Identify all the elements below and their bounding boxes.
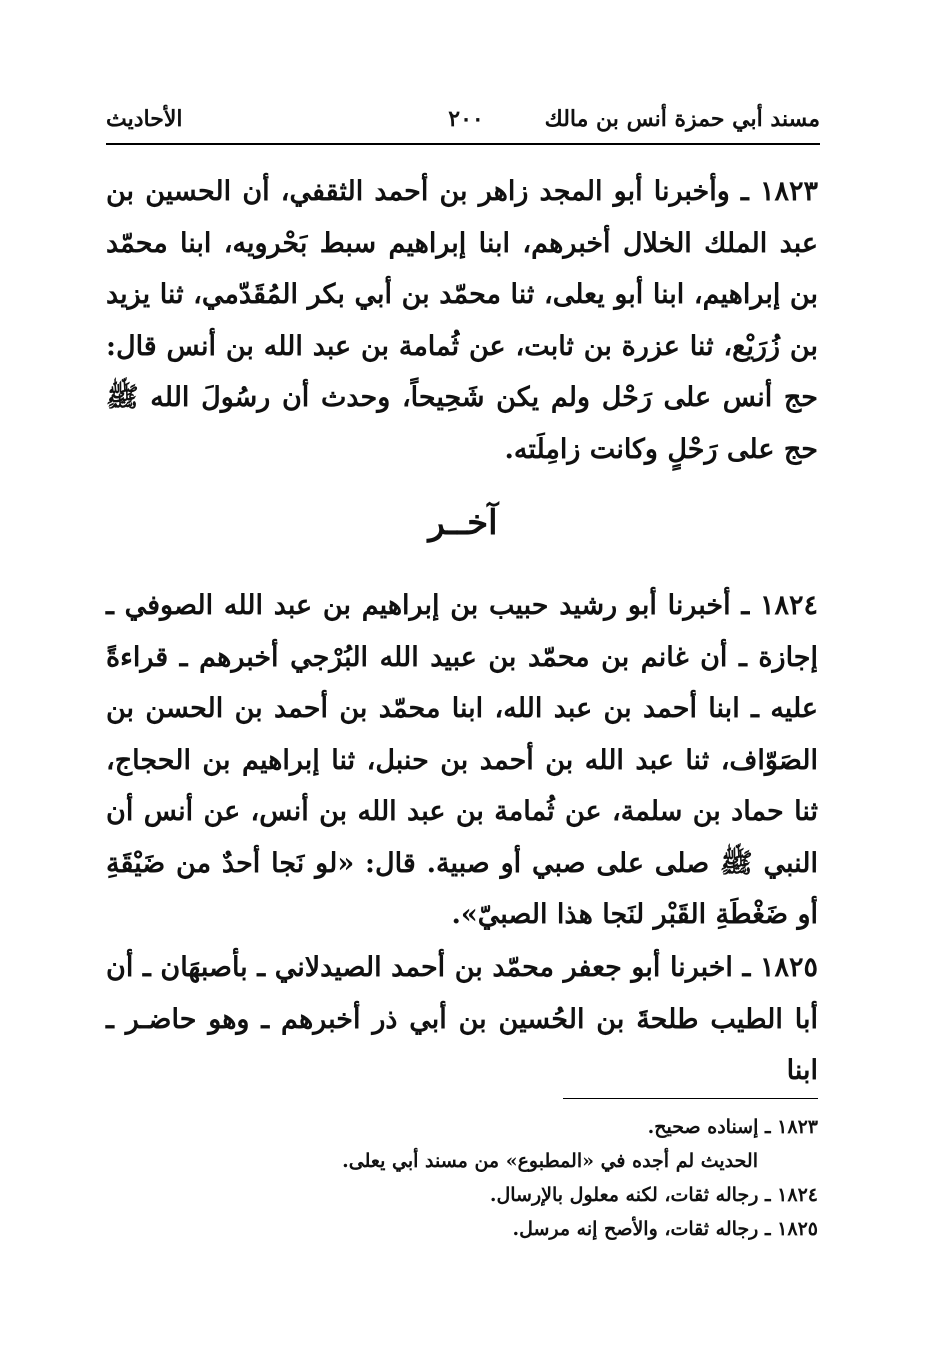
running-header [106, 100, 820, 140]
footnotes [300, 1110, 818, 1246]
page-number: ٢٠٠ [448, 106, 484, 132]
footnote-1823: ١٨٢٣ ـ إسناده صحيح. [647, 1116, 818, 1138]
footnote-1825: ١٨٢٥ ـ رجاله ثقات، والأصح إنه مرسل. [512, 1218, 818, 1240]
hadith-1824: ١٨٢٤ ـ أخبرنا أبو رشيد حبيب بن إبراهيم بن عبد الله الصوفي ـ إجازة ـ أن غانم بن محمّد بن عبيد الله البُرْجي أخبرهم ـ قراءةً عليه ـ ابنا أحمد بن عبد الله، ابنا محمّد بن أحمد بن الحسن بن الصَوّاف، ثنا عبد الله بن أحمد بن حنبل، ثنا إبراهيم بن الحجاج، ثنا حماد بن سلمة، عن ثُمامة بن عبد الله بن أنس، عن أنس أن النبي ﷺ صلى على صبي أو صبية. قال: «لو نَجا أحدٌ من ضَيْقَةِ أو ضَغْطَةِ القَبْر لنَجا هذا الصبيّ». [106, 590, 818, 930]
section-title: آخــر [428, 503, 498, 543]
book-title-header: مسند أبي حمزة أنس بن مالك [544, 106, 820, 132]
footnote-1824: ١٨٢٤ ـ رجاله ثقات، لكنه معلول بالإرسال. [489, 1184, 818, 1206]
header-rule [106, 143, 820, 145]
section-header: الأحاديث [106, 106, 183, 132]
hadith-1823: ١٨٢٣ ـ وأخبرنا أبو المجد زاهر بن أحمد الثقفي، أن الحسين بن عبد الملك الخلال أخبرهم، ابنا إبراهيم سبط بَحْرويه، ابنا محمّد بن إبراهيم، ابنا أبو يعلى، ثنا محمّد بن أبي بكر المُقَدّمي، ثنا يزيد بن زُرَيْع، ثنا عزرة بن ثابت، عن ثُمامة بن عبد الله بن أنس قال: حج أنس على رَحْل ولم يكن شَحِيحاً، وحدث أن رسُولَ الله ﷺ حج على رَحْلٍ وكانت زامِلَته. [106, 176, 818, 465]
hadith-1825: ١٨٢٥ ـ اخبرنا أبو جعفر محمّد بن أحمد الصيدلاني ـ بأصبهَان ـ أن أبا الطيب طلحةَ بن الحُسين بن أبي ذر أخبرهم ـ وهو حاضـر ـ ابنا [106, 952, 818, 1086]
footnote-rule [563, 1098, 818, 1099]
footnote-1823-note: الحديث لم أجده في «المطبوع» من مسند أبي يعلى. [342, 1150, 758, 1172]
